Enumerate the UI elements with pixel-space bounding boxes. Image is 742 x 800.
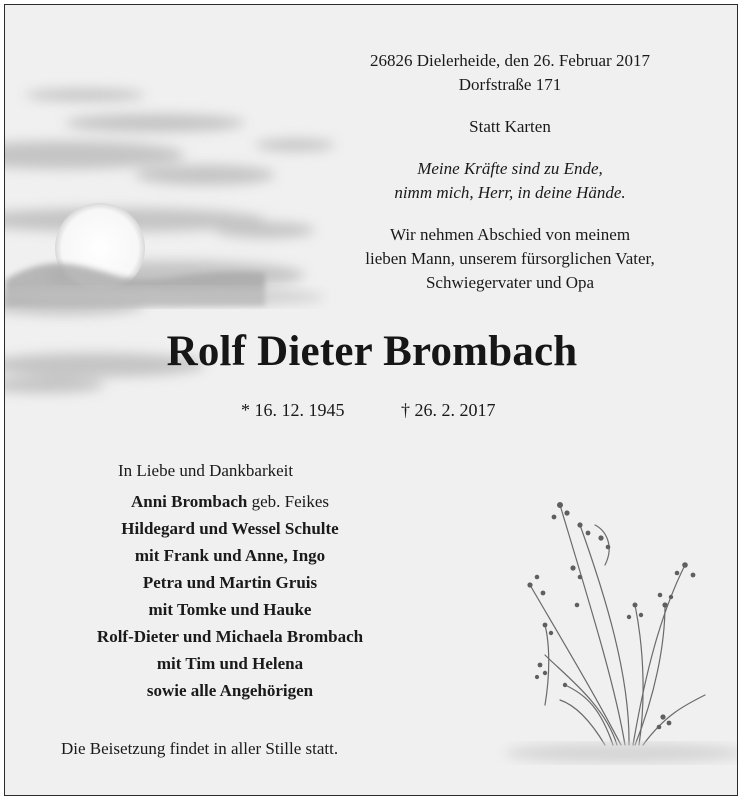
family-intro: In Liebe und Dankbarkeit <box>118 461 294 480</box>
farewell-line-3: Schwiegervater und Opa <box>425 273 595 292</box>
deceased-name: Rolf Dieter Brombach <box>166 328 578 375</box>
birth-date: * 16. 12. 1945 <box>241 400 345 420</box>
family-line: mit Tomke und Hauke <box>148 600 312 619</box>
quote-line-1: Meine Kräfte sind zu Ende, <box>417 159 603 178</box>
family-line: mit Tim und Helena <box>156 654 304 673</box>
closing-note: Die Beisetzung findet in aller Stille statt. <box>61 739 339 758</box>
place-date: 26826 Dielerheide, den 26. Februar 2017 <box>370 51 650 70</box>
statt-karten: Statt Karten <box>469 117 551 136</box>
family-line: Petra und Martin Gruis <box>142 573 318 592</box>
farewell-line-1: Wir nehmen Abschied von meinem <box>389 225 631 244</box>
quote-line-2: nimm mich, Herr, in deine Hände. <box>394 183 626 202</box>
farewell-line-2: lieben Mann, unserem fürsorglichen Vater, <box>365 249 655 268</box>
family-line-first <box>50 488 410 515</box>
family-line: Hildegard und Wessel Schulte <box>121 519 339 538</box>
family-first-suffix: geb. Feikes <box>247 492 330 511</box>
death-date: † 26. 2. 2017 <box>401 400 496 420</box>
family-line: mit Frank und Anne, Ingo <box>134 546 326 565</box>
header-block <box>285 49 735 295</box>
family-line: Rolf-Dieter und Michaela Brombach <box>96 627 364 646</box>
family-line: sowie alle Angehörigen <box>146 681 314 700</box>
family-block <box>50 457 410 704</box>
family-first-name: Anni Brombach <box>130 492 248 511</box>
street-address: Dorfstraße 171 <box>458 75 562 94</box>
grass-plant-icon <box>530 505 705 745</box>
obituary-card <box>4 4 738 796</box>
